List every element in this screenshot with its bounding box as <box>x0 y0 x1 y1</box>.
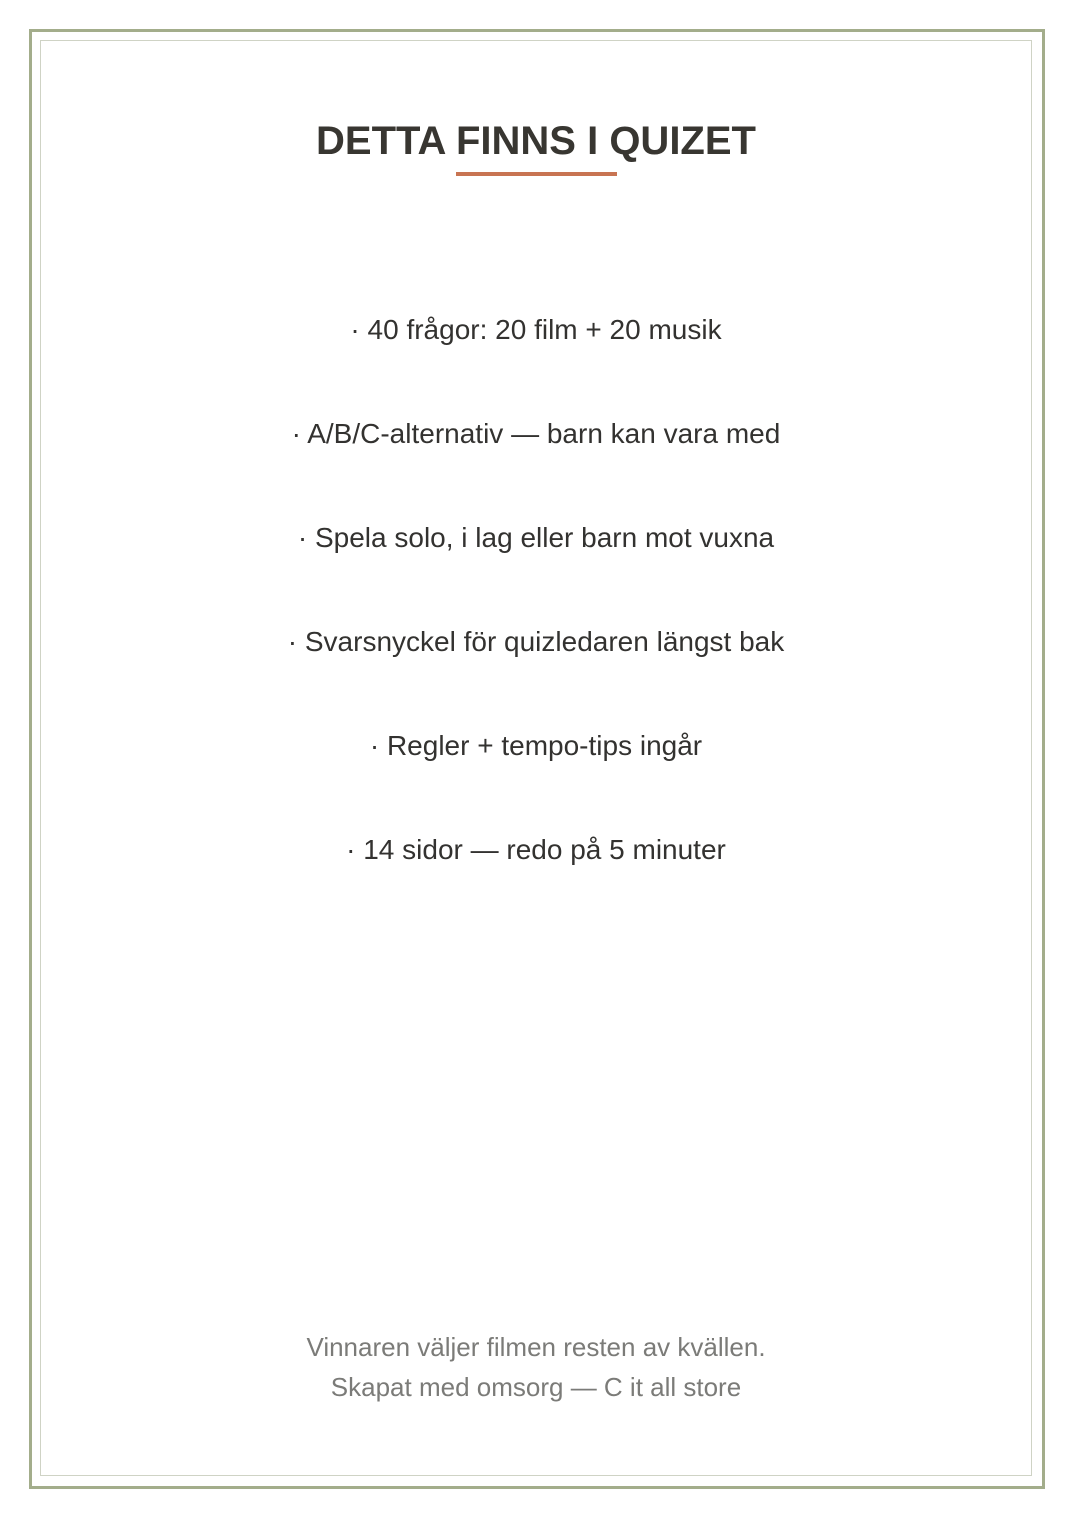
footer-credit: Skapat med omsorg — C it all store <box>330 1372 742 1402</box>
footer-tagline: Vinnaren väljer filmen resten av kvällen. <box>306 1332 766 1362</box>
feature-item: · Svarsnyckel för quizledaren längst bak <box>287 626 785 657</box>
feature-item: · A/B/C-alternativ — barn kan vara med <box>291 418 781 449</box>
title-underline <box>456 172 617 176</box>
page-title: DETTA FINNS I QUIZET <box>316 119 756 163</box>
feature-item: · 40 frågor: 20 film + 20 musik <box>350 314 722 345</box>
feature-item: · 14 sidor — redo på 5 minuter <box>346 834 726 865</box>
feature-item: · Regler + tempo-tips ingår <box>369 730 703 761</box>
feature-item: · Spela solo, i lag eller barn mot vuxna <box>297 522 775 553</box>
